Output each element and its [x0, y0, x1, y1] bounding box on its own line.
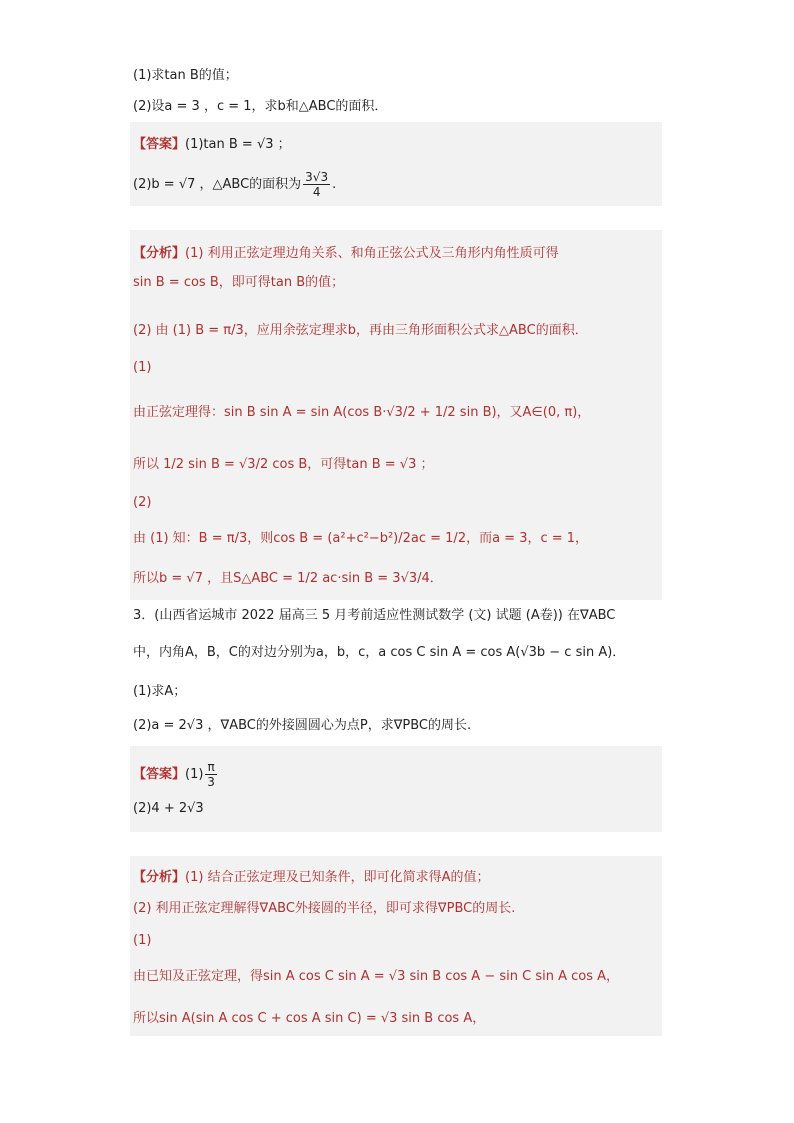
- area-fraction: $\frac{3√3}{4}$: [305, 170, 329, 199]
- analysis2-line5: 所以 1/2 sin B = √3/2 cos B，可得tan B = √3 ；: [133, 457, 434, 472]
- answer2-line1: [133, 136, 291, 154]
- answer-tag: 【答案】: [133, 137, 186, 152]
- q2-part2: (2)设a = 3 ，c = 1，求b和△ABC的面积．: [133, 99, 388, 114]
- analysis2-line3: (2) 由 (1) B = π/3，应用余弦定理求b，再由三角形面积公式求△ABC的面积．: [133, 323, 588, 338]
- answer2-text1: (1)tan B = √3 ；: [185, 137, 291, 152]
- analysis2-p2: (2): [133, 495, 152, 510]
- analysis3-line4: 所以sin A(sin A cos C + cos A sin C) = √3 sin B cos A，: [133, 1011, 486, 1026]
- analysis-tag: 【分析】: [133, 246, 186, 261]
- q3-line2: 中，内角A，B，C的对边分别为a，b，c，a cos C sin A = cos A(√3b − c sin A)．: [133, 645, 626, 660]
- answer2-text2: (2)b = √7 ，△ABC的面积为: [133, 177, 302, 192]
- answer-tag-3: 【答案】: [133, 767, 186, 782]
- analysis2-line7: 所以b = √7 ，且S△ABC = 1/2 ac·sin B = 3√3/4．: [133, 571, 443, 586]
- answer-box-3: [130, 746, 662, 832]
- pi-over-3: $\frac{\pi}{3}$: [207, 760, 215, 789]
- analysis-tag-3: 【分析】: [133, 870, 186, 885]
- analysis3-p1: (1): [133, 933, 152, 948]
- analysis2-line6: 由 (1) 知：B = π/3，则cos B = (a²+c²−b²)/2ac = 1/2，而a = 3，c = 1，: [133, 531, 589, 546]
- q3-line1: 3．(山西省运城市 2022 届高三 5 月考前适应性测试数学 (文) 试题 (A卷)) 在∇ABC: [133, 608, 616, 623]
- analysis2-line1: 【分析】(1) 利用正弦定理边角关系、和角正弦公式及三角形内角性质可得: [133, 246, 559, 261]
- analysis3-line1: 【分析】(1) 结合正弦定理及已知条件，即可化简求得A的值；: [133, 870, 490, 885]
- answer3-line1: 【答案】(1) $\frac{\pi}{3}$: [133, 760, 215, 789]
- answer3-line2: (2)4 + 2√3: [133, 801, 204, 816]
- analysis3-line2: (2) 利用正弦定理解得∇ABC外接圆的半径，即可求得∇PBC的周长.: [133, 901, 516, 916]
- q3-part2: (2)a = 2√3 ，∇ABC的外接圆圆心为点P，求∇PBC的周长.: [133, 718, 472, 733]
- analysis2-line4: 由正弦定理得：sin B sin A = sin A(cos B·√3/2 + 1/2 sin B)，又A∈(0, π)，: [133, 405, 591, 420]
- q2-part1: (1)求tan B的值；: [133, 68, 238, 83]
- analysis3-line3: 由已知及正弦定理，得sin A cos C sin A = √3 sin B cos A − sin C sin A cos A，: [133, 969, 620, 984]
- answer2-line2: (2)b = √7 ，△ABC的面积为 $\frac{3√3}{4}$ .: [133, 170, 337, 199]
- analysis2-p1: (1): [133, 360, 152, 375]
- analysis2-line2: sin B = cos B，即可得tan B的值；: [133, 275, 345, 290]
- q3-part1: (1)求A；: [133, 684, 187, 699]
